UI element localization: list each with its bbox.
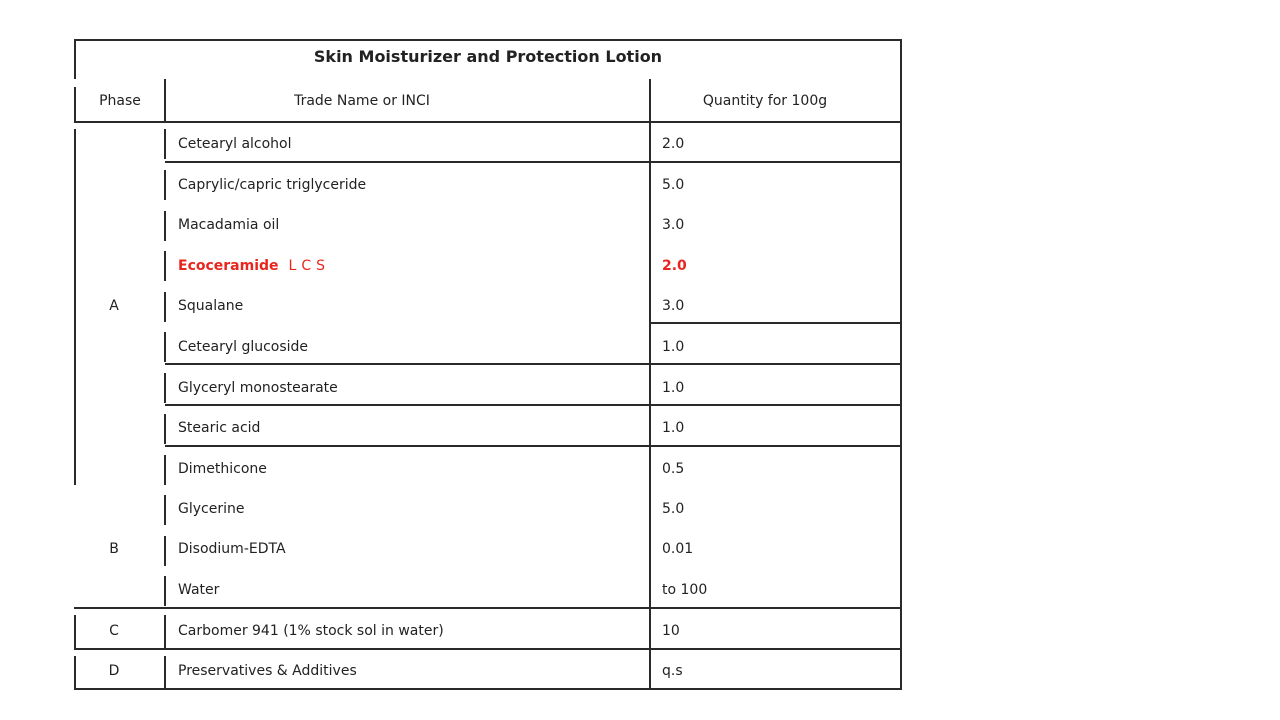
- column-divider: [649, 79, 651, 690]
- ingredient-quantity: 5.0: [662, 501, 685, 517]
- ingredient-name: Carbomer 941 (1% stock sol in water): [178, 623, 444, 639]
- ingredient-name: Glycerine: [178, 501, 245, 517]
- ingredient-quantity: 1.0: [662, 339, 685, 355]
- phase-label-d: D: [108, 663, 120, 679]
- ingredient-quantity: 0.01: [662, 541, 694, 557]
- header-trade-name: Trade Name or INCI: [294, 93, 430, 109]
- column-divider: [164, 615, 166, 648]
- ingredient-name: Glyceryl monostearate: [178, 380, 338, 396]
- column-divider: [164, 373, 166, 403]
- ingredient-tag: LCS: [288, 258, 330, 274]
- column-divider: [164, 414, 166, 444]
- ingredient-name: Disodium-EDTA: [178, 541, 286, 557]
- phase-label-c: C: [109, 623, 119, 639]
- ingredient-name: Squalane: [178, 298, 244, 314]
- phase-label-a: A: [109, 298, 119, 314]
- header-quantity: Quantity for 100g: [702, 93, 828, 109]
- ingredient-name: Ecoceramide: [178, 258, 279, 274]
- column-divider: [164, 251, 166, 281]
- table-rule: [165, 363, 902, 365]
- ingredient-quantity: 5.0: [662, 177, 685, 193]
- ingredient-name: Water: [178, 582, 220, 598]
- column-divider: [164, 656, 166, 690]
- table-border-right: [900, 39, 902, 690]
- ingredient-quantity: 2.0: [662, 258, 687, 274]
- column-divider: [164, 576, 166, 606]
- column-divider: [164, 170, 166, 200]
- header-phase: Phase: [99, 93, 141, 109]
- ingredient-quantity: q.s: [662, 663, 683, 679]
- table-rule: [165, 161, 902, 163]
- table-rule: [165, 404, 902, 406]
- ingredient-quantity: 0.5: [662, 461, 685, 477]
- ingredient-quantity: 1.0: [662, 380, 685, 396]
- table-rule: [74, 607, 902, 609]
- ingredient-name: Dimethicone: [178, 461, 267, 477]
- column-divider: [164, 455, 166, 485]
- ingredient-quantity: 1.0: [662, 420, 685, 436]
- ingredient-name: Caprylic/capric triglyceride: [178, 177, 367, 193]
- table-rule: [74, 121, 902, 123]
- ingredient-quantity: 10: [662, 623, 680, 639]
- ingredient-name: Macadamia oil: [178, 217, 280, 233]
- table-rule: [74, 648, 902, 650]
- table-rule: [74, 688, 902, 690]
- column-divider: [164, 129, 166, 159]
- ingredient-name: Cetearyl alcohol: [178, 136, 292, 152]
- ingredient-quantity: 2.0: [662, 136, 685, 152]
- column-divider: [164, 495, 166, 525]
- table-rule: [165, 445, 902, 447]
- phase-label-b: B: [109, 541, 119, 557]
- column-divider: [164, 332, 166, 362]
- column-divider: [164, 536, 166, 566]
- table-title: Skin Moisturizer and Protection Lotion: [313, 47, 663, 66]
- ingredient-name: Cetearyl glucoside: [178, 339, 309, 355]
- table-rule: [649, 322, 902, 324]
- highlighted-ingredient-row: [178, 257, 330, 275]
- ingredient-quantity: 3.0: [662, 217, 685, 233]
- table-rule: [74, 39, 902, 41]
- ingredient-name: Stearic acid: [178, 420, 261, 436]
- ingredient-quantity: 3.0: [662, 298, 685, 314]
- ingredient-quantity: to 100: [662, 582, 708, 598]
- ingredient-name: Preservatives & Additives: [178, 663, 357, 679]
- column-divider: [164, 292, 166, 322]
- column-divider: [164, 211, 166, 241]
